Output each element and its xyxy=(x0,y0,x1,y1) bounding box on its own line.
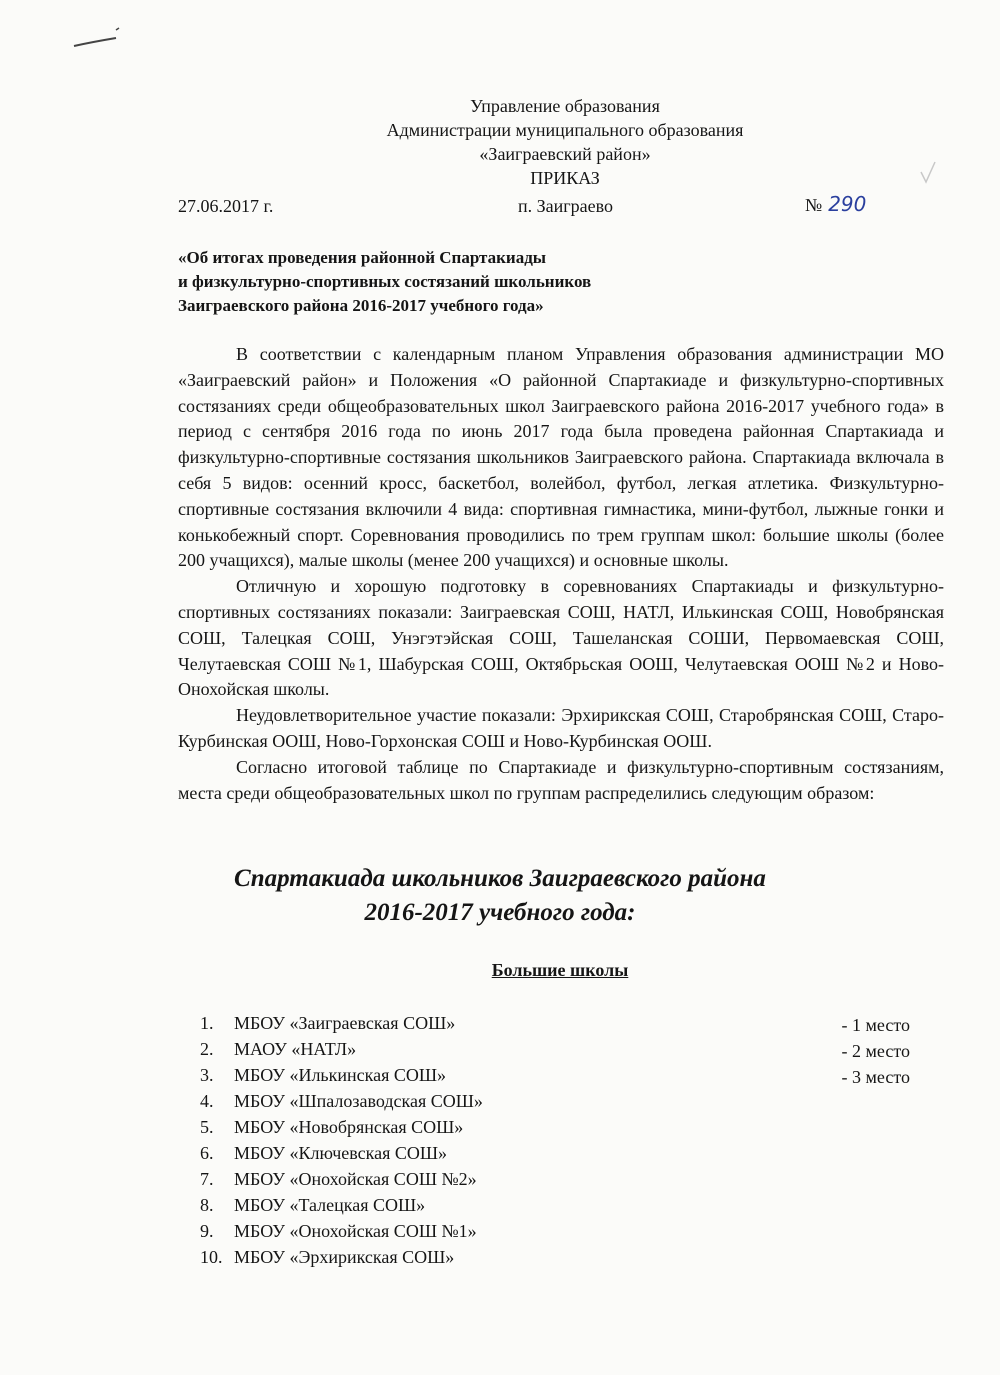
list-item-number: 7. xyxy=(200,1169,214,1189)
body-paragraph-1: В соответствии с календарным планом Управления образования администрации МО «Заиграевский район» и Положения «О районной Спартакиаде и физкультурно-спортивных состязаниях среди общеобразовательных школ Заиграевского района 2016-2017 учебного года» в период с сентября 2016 года по июнь 2017 года была проведена районная Спартакиада и физкультурно-спортивные состязания школьников Заиграевского района. Спартакиада включала в себя 5 видов: осенний кросс, баскетбол, волейбол, футбол, легкая атлетика. Физкультурно-спортивные состязания включили 4 вида: спортивная гимнастика, мини-футбол, лыжные гонки и конькобежный спорт. Соревнования проводились по трем группам школ: большие школы (более 200 учащихся), малые школы (менее 200 учащихся) и основные школы. xyxy=(178,344,944,571)
list-item-name: МБОУ «Шпалозаводская СОШ» xyxy=(234,1091,483,1111)
list-item-name: МБОУ «Заиграевская СОШ» xyxy=(234,1013,456,1033)
list-item xyxy=(200,1192,483,1218)
body-paragraph-3: Неудовлетворительное участие показали: Эрхирикская СОШ, Старобрянская СОШ, Старо-Курбинская ООШ, Ново-Горхонская СОШ и Ново-Курбинская ООШ. xyxy=(178,705,944,751)
list-item xyxy=(200,1036,483,1062)
list-item-name: МБОУ «Ключевская СОШ» xyxy=(234,1143,448,1163)
body-paragraph-4: Согласно итоговой таблице по Спартакиаде и физкультурно-спортивным состязаниям, места среди общеобразовательных школ по группам распределились следующим образом: xyxy=(178,756,944,803)
places-column xyxy=(820,1012,910,1090)
list-item xyxy=(200,1088,483,1114)
list-item-name: МАОУ «НАТЛ» xyxy=(234,1039,357,1059)
list-item-number: 10. xyxy=(200,1247,223,1267)
letterhead-line-2: Администрации муниципального образования xyxy=(386,120,744,140)
list-item-name: МБОУ «Талецкая СОШ» xyxy=(234,1195,426,1215)
list-item xyxy=(200,1062,483,1088)
list-item-number: 1. xyxy=(200,1013,214,1033)
list-item xyxy=(200,1010,483,1036)
list-item xyxy=(200,1166,483,1192)
place-first: - 1 место xyxy=(841,1015,910,1035)
list-item-number: 8. xyxy=(200,1195,214,1215)
order-subject xyxy=(178,246,591,318)
list-item-name: МБОУ «Новобрянская СОШ» xyxy=(234,1117,464,1137)
section-title-2: 2016-2017 учебного года: xyxy=(364,899,636,926)
subject-line-1: «Об итогах проведения районной Спартакиады xyxy=(178,248,547,267)
letterhead-line-3: «Заиграевский район» xyxy=(479,144,651,164)
subject-line-3: Заиграевского района 2016-2017 учебного года» xyxy=(178,296,544,315)
place-second: - 2 место xyxy=(841,1041,910,1061)
pen-stroke-mark xyxy=(72,24,132,54)
document-type: ПРИКАЗ xyxy=(530,168,600,188)
list-item-name: МБОУ «Эрхирикская СОШ» xyxy=(234,1247,455,1267)
group-subtitle: Большие школы xyxy=(491,960,629,980)
list-item-name: МБОУ «Илькинская СОШ» xyxy=(234,1065,447,1085)
handwritten-number: 290 xyxy=(828,192,867,216)
document-place: п. Заиграево xyxy=(518,196,614,216)
list-item-number: 5. xyxy=(200,1117,214,1137)
list-item xyxy=(200,1218,483,1244)
list-item-name: МБОУ «Онохойская СОШ №2» xyxy=(234,1169,477,1189)
letterhead-line-1: Управление образования xyxy=(470,96,660,116)
list-item xyxy=(200,1114,483,1140)
list-item-number: 9. xyxy=(200,1221,214,1241)
list-item-number: 4. xyxy=(200,1091,214,1111)
list-item-number: 6. xyxy=(200,1143,214,1163)
list-item-name: МБОУ «Онохойская СОШ №1» xyxy=(234,1221,477,1241)
list-item xyxy=(200,1140,483,1166)
number-label: № xyxy=(805,195,823,215)
letterhead xyxy=(0,94,1000,190)
document-number xyxy=(805,192,866,216)
order-body xyxy=(178,342,944,806)
list-item-number: 2. xyxy=(200,1039,214,1059)
list-item-number: 3. xyxy=(200,1065,214,1085)
place-third: - 3 место xyxy=(841,1067,910,1087)
body-paragraph-2: Отличную и хорошую подготовку в соревнованиях Спартакиады и физкультурно-спортивных состязаниях показали: Заиграевская СОШ, НАТЛ, Илькинская СОШ, Новобрянская СОШ, Талецкая СОШ, Унэгэтэйская СОШ, Ташеланская СОШИ, Первомаевская СОШ, Челутаевская СОШ №1, Шабурская СОШ, Октябрьская ООШ, Челутаевская ООШ №2 и Ново-Онохойская школы. xyxy=(178,576,944,700)
list-item xyxy=(200,1244,483,1270)
section-title-1: Спартакиада школьников Заиграевского района xyxy=(234,865,766,892)
subject-line-2: и физкультурно-спортивных состязаний школьников xyxy=(178,272,592,291)
document-date: 27.06.2017 г. xyxy=(178,196,274,216)
school-ranking-list xyxy=(200,1010,483,1270)
